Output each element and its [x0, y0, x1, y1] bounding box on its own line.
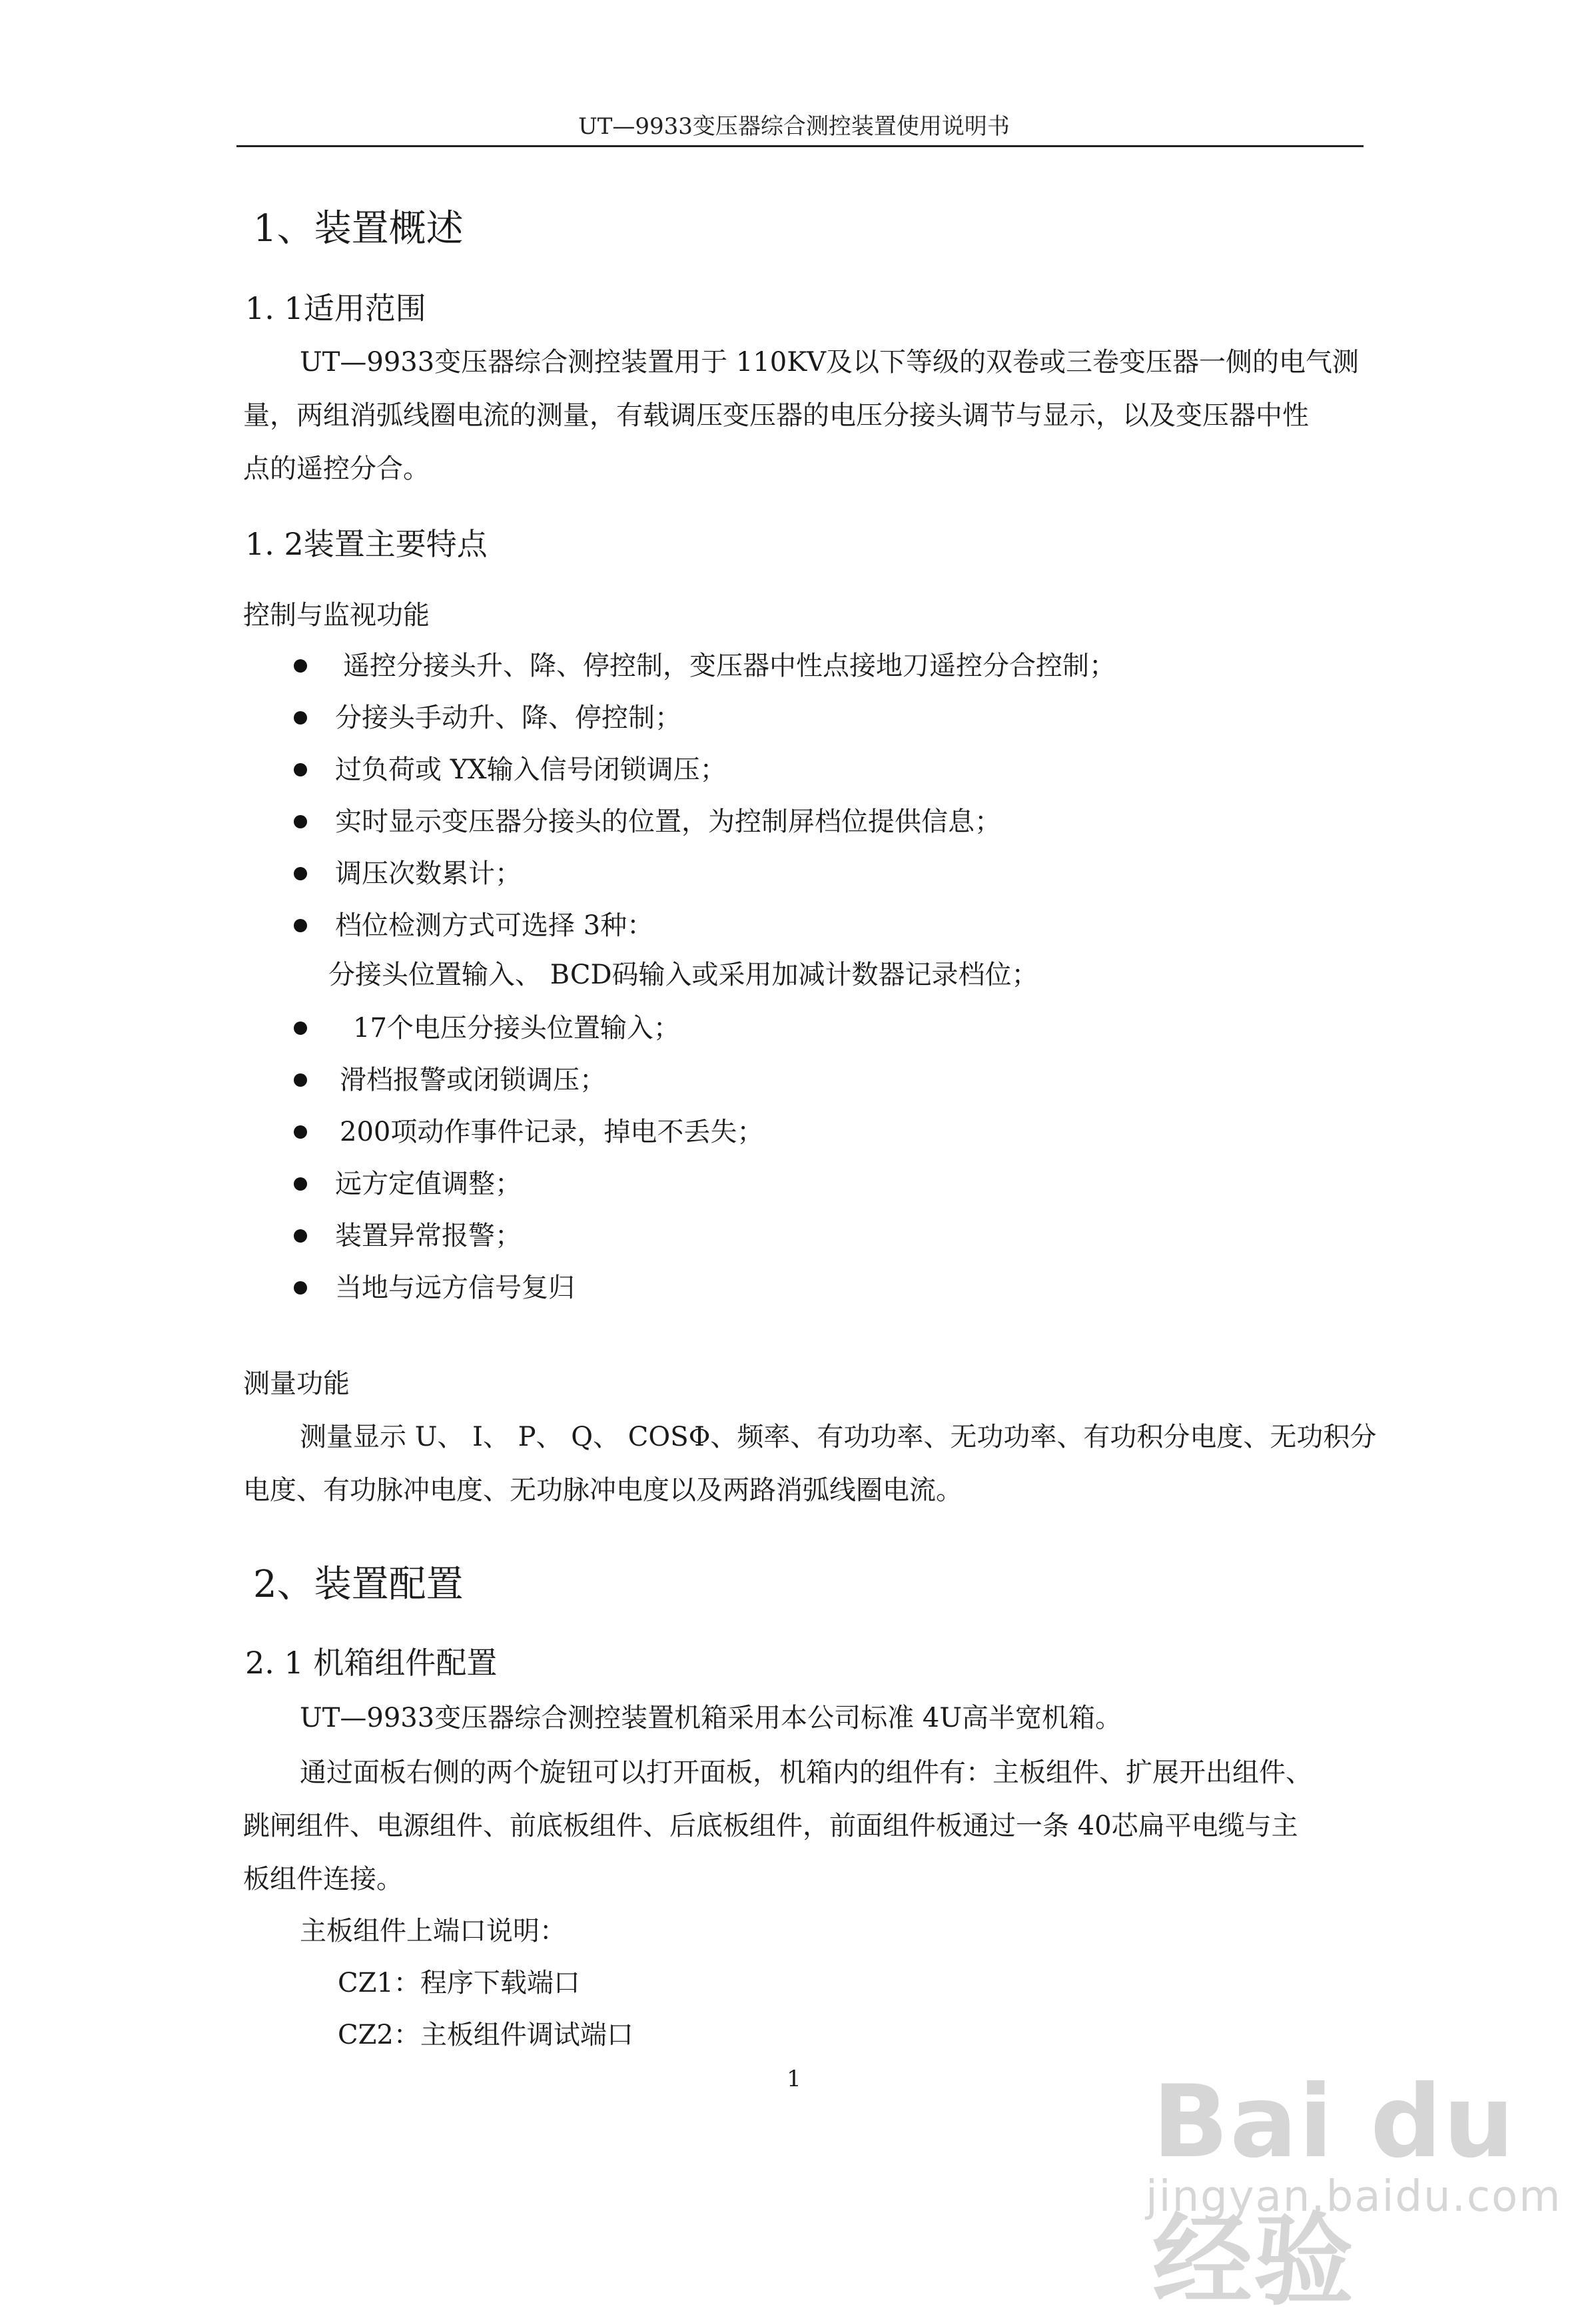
measurement-heading: 测量功能: [243, 1368, 350, 1399]
baidu-jingyan-watermark-url: jingyan.baidu.com: [1146, 2172, 1562, 2221]
bullet-dot: [294, 659, 307, 673]
header-title: UT—9933变压器综合测控装置使用说明书: [578, 113, 1010, 140]
paragraph-line: 板组件连接。: [243, 1864, 403, 1894]
feature-list-item: 分接头手动升、降、停控制；: [335, 703, 681, 733]
feature-list-item: 过负荷或 YX输入信号闭锁调压；: [335, 754, 727, 785]
feature-list-item: 200项动作事件记录，掉电不丢失；: [340, 1117, 764, 1147]
paragraph-line: 点的遥控分合。: [243, 453, 430, 484]
paragraph-line: 电度、有功脉冲电度、无功脉冲电度以及两路消弧线圈电流。: [243, 1475, 963, 1506]
feature-list-item: 装置异常报警；: [335, 1221, 522, 1251]
feature-list-item: 17个电压分接头位置输入；: [353, 1013, 680, 1043]
feature-list-item: 遥控分接头升、降、停控制，变压器中性点接地刀遥控分合控制；: [343, 651, 1116, 681]
bullet-dot: [294, 1125, 307, 1139]
feature-list-item: 远方定值调整；: [335, 1169, 522, 1199]
control-monitor-heading: 控制与监视功能: [243, 600, 430, 631]
page-number: 1: [787, 2066, 801, 2092]
bullet-dot: [294, 1073, 307, 1087]
feature-list-item: 实时显示变压器分接头的位置，为控制屏档位提供信息；: [335, 806, 1001, 837]
baidu-jingyan-watermark-logo: Bai du 经验: [1152, 2064, 1516, 2319]
feature-list-item: 档位检测方式可选择 3种：: [335, 910, 654, 941]
bullet-dot: [294, 867, 307, 880]
paragraph-line: UT—9933变压器综合测控装置用于 110KV及以下等级的双卷或三卷变压器一侧的电气测: [300, 347, 1360, 378]
bullet-dot: [294, 815, 307, 828]
bullet-dot: [294, 711, 307, 725]
bullet-dot: [294, 1177, 307, 1191]
feature-list-subline: 分接头位置输入、 BCD码输入或采用加减计数器记录档位；: [328, 960, 1038, 990]
section-1-1-title: 1. 1适用范围: [245, 290, 426, 326]
paragraph-line: 跳闸组件、电源组件、前底板组件、后底板组件，前面组件板通过一条 40芯扁平电缆与主: [243, 1811, 1298, 1841]
port-item: CZ1：程序下载端口: [338, 1968, 580, 1998]
section-1-title: 1、装置概述: [253, 207, 464, 250]
ports-heading: 主板组件上端口说明：: [300, 1916, 566, 1946]
feature-list-item: 滑档报警或闭锁调压；: [340, 1065, 606, 1095]
bullet-dot: [294, 1281, 307, 1295]
paragraph-line: UT—9933变压器综合测控装置机箱采用本公司标准 4U高半宽机箱。: [300, 1703, 1122, 1733]
section-1-2-title: 1. 2装置主要特点: [245, 526, 488, 562]
paragraph-line: 量，两组消弧线圈电流的测量，有载调压变压器的电压分接头调节与显示，以及变压器中性: [243, 400, 1309, 431]
bullet-dot: [294, 1021, 307, 1035]
section-2-1-title: 2. 1 机箱组件配置: [245, 1645, 498, 1681]
paragraph-line: 测量显示 U、 I、 P、 Q、 COSΦ、频率、有功功率、无功功率、有功积分电度、无功积分: [300, 1422, 1377, 1452]
bullet-dot: [294, 763, 307, 776]
header-divider: [236, 145, 1364, 147]
section-2-title: 2、装置配置: [253, 1563, 464, 1606]
paragraph-line: 通过面板右侧的两个旋钮可以打开面板，机箱内的组件有：主板组件、扩展开出组件、: [300, 1757, 1312, 1788]
bullet-dot: [294, 919, 307, 932]
feature-list-item: 调压次数累计；: [335, 858, 522, 889]
port-item: CZ2：主板组件调试端口: [338, 2020, 633, 2050]
feature-list-item: 当地与远方信号复归: [335, 1273, 575, 1303]
bullet-dot: [294, 1229, 307, 1243]
